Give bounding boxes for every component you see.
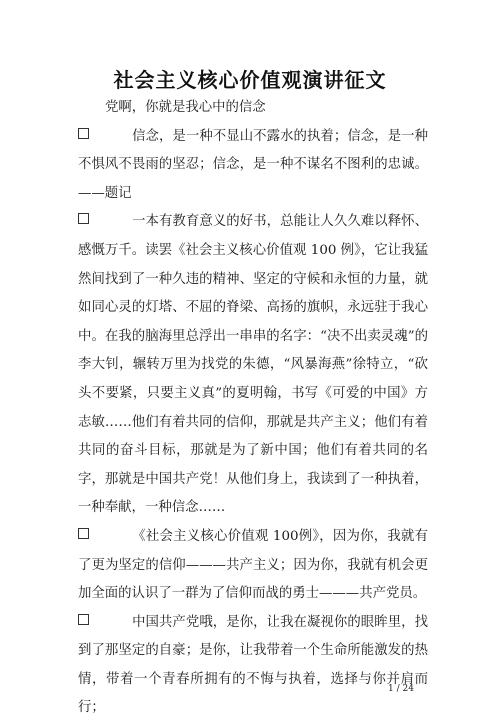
paragraph-text: 信念，是一种不显山不露水的执着；信念，是一种不惧风不畏雨的坚忍；信念，是一种不谋名不图利的忠诚。——题记 [78,128,428,201]
paragraph-2 [78,208,428,523]
document-body [78,94,428,723]
page-number: 1 / 24 [388,684,414,694]
document-title: 社会主义核心价值观演讲征文 [113,68,387,92]
paragraph-4 [78,609,428,723]
checkbox-square-icon [78,528,89,539]
paragraph-text: 中国共产党哦，是你，让我在凝视你的眼眸里，找到了那坚定的自豪；是你，让我带着一个生命所能激发的热情，带着一个青春所拥有的不悔与执着，选择与你并肩而行； [78,614,428,716]
speech-subtitle: 党啊，你就是我心中的信念 [105,100,266,115]
paragraph-3 [78,523,428,609]
checkbox-square-icon [78,128,89,139]
paragraph-text: 一本有教育意义的好书，总能让人久久难以释怀、感慨万千。读罢《社会主义核心价值观 100 例》，它让我猛然间找到了一种久违的精神、坚定的守候和永恒的力量，就如同心灵的灯塔、不屈的脊梁、高扬的旗帜，永远驻于我心中。在我的脑海里总浮出一串串的名字：“决不出卖灵魂”的李大钊，辗转万里为找党的朱德，“风暴海燕”徐特立，“砍头不要紧，只要主义真”的夏明翰，书写《可爱的中国》方志敏……他们有着共同的信仰，那就是共产主义；他们有着共同的奋斗目标，那就是为了新中国；他们有着共同的名字，那就是中国共产党！从他们身上，我读到了一种执着，一种奉献，一种信念…… [78,214,428,516]
checkbox-square-icon [78,213,89,224]
paragraph-text: 《社会主义核心价值观 100例》，因为你，我就有了更为坚定的信仰———共产主义；因为你，我就有机会更加全面的认识了一群为了信仰而战的勇士———共产党员。 [78,528,428,602]
paragraph-1 [78,123,428,209]
checkbox-square-icon [78,614,89,625]
